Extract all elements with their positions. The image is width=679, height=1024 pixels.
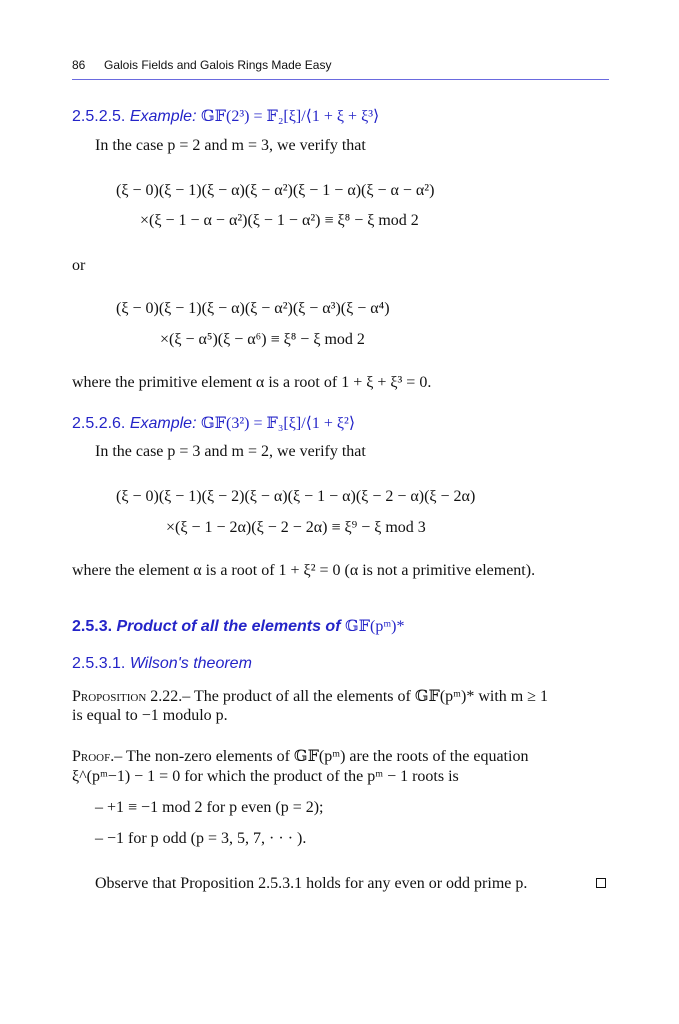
equation-3-line-2: ×(ξ − 1 − 2α)(ξ − 2 − 2α) ≡ ξ⁹ − ξ mod 3 <box>166 519 426 536</box>
example-number: 2.5.2.6. <box>72 415 126 432</box>
example-number: 2.5.2.5. <box>72 108 126 125</box>
subsection-number: 2.5.3.1. <box>72 655 126 672</box>
running-title: Galois Fields and Galois Rings Made Easy <box>104 58 332 72</box>
equation-1-line-1: (ξ − 0)(ξ − 1)(ξ − α)(ξ − α²)(ξ − 1 − α)(ξ − α − α²) <box>116 182 435 199</box>
proof-line-2: ξ^(pᵐ−1) − 1 = 0 for which the product of the pᵐ − 1 roots is <box>72 768 459 785</box>
equation-2-line-2: ×(ξ − α⁵)(ξ − α⁶) ≡ ξ⁸ − ξ mod 2 <box>160 331 365 348</box>
example-1-closing: where the primitive element α is a root of 1 + ξ + ξ³ = 0. <box>72 374 432 391</box>
example-title: Example: <box>129 108 197 125</box>
equation-1-line-2: ×(ξ − 1 − α − α²)(ξ − 1 − α²) ≡ ξ⁸ − ξ mod 2 <box>140 212 419 229</box>
example-formula: 𝔾𝔽(3²) = 𝔽₃[ξ]/⟨1 + ξ²⟩ <box>200 415 356 432</box>
page-number: 86 <box>72 58 86 72</box>
example-title: Example: <box>129 415 197 432</box>
proof-text: The non-zero elements of 𝔾𝔽(pᵐ) are the roots of the equation <box>125 748 529 765</box>
qed-square-icon <box>596 878 606 888</box>
or-text: or <box>72 257 86 274</box>
section-heading <box>72 616 404 636</box>
proof-line-1 <box>72 746 609 766</box>
proposition-text: The product of all the elements of 𝔾𝔽(pᵐ)* with m ≥ 1 <box>194 688 548 705</box>
equation-2-line-1: (ξ − 0)(ξ − 1)(ξ − α)(ξ − α²)(ξ − α³)(ξ − α⁴) <box>116 300 390 317</box>
proof-label: Proof.– <box>72 748 123 765</box>
proof-bullet-1: – +1 ≡ −1 mod 2 for p even (p = 2); <box>95 799 324 816</box>
proposition-line-1 <box>72 686 548 706</box>
header-rule <box>72 79 609 80</box>
example-2-closing: where the element α is a root of 1 + ξ² = 0 (α is not a primitive element). <box>72 562 536 579</box>
example-2-intro: In the case p = 3 and m = 2, we verify that <box>95 443 366 460</box>
proposition-number: 2.22.– <box>150 688 191 705</box>
proposition-label: Proposition <box>72 688 147 705</box>
example-formula: 𝔾𝔽(2³) = 𝔽₂[ξ]/⟨1 + ξ + ξ³⟩ <box>200 108 380 125</box>
section-formula: 𝔾𝔽(pᵐ)* <box>344 618 405 635</box>
section-title: Product of all the elements of <box>116 618 341 635</box>
proposition-line-2: is equal to −1 modulo p. <box>72 707 228 724</box>
subsection-heading <box>72 655 252 673</box>
subsection-title: Wilson's theorem <box>129 655 252 672</box>
equation-3-line-1: (ξ − 0)(ξ − 1)(ξ − 2)(ξ − α)(ξ − 1 − α)(ξ − 2 − α)(ξ − 2α) <box>116 488 476 505</box>
proof-observe: Observe that Proposition 2.5.3.1 holds for any even or odd prime p. <box>95 875 528 892</box>
proof-bullet-2: – −1 for p odd (p = 3, 5, 7, · · · ). <box>95 830 307 847</box>
section-number: 2.5.3. <box>72 618 113 635</box>
example-heading-2 <box>72 413 355 433</box>
example-heading-1 <box>72 106 379 126</box>
example-1-intro: In the case p = 2 and m = 3, we verify that <box>95 137 366 154</box>
